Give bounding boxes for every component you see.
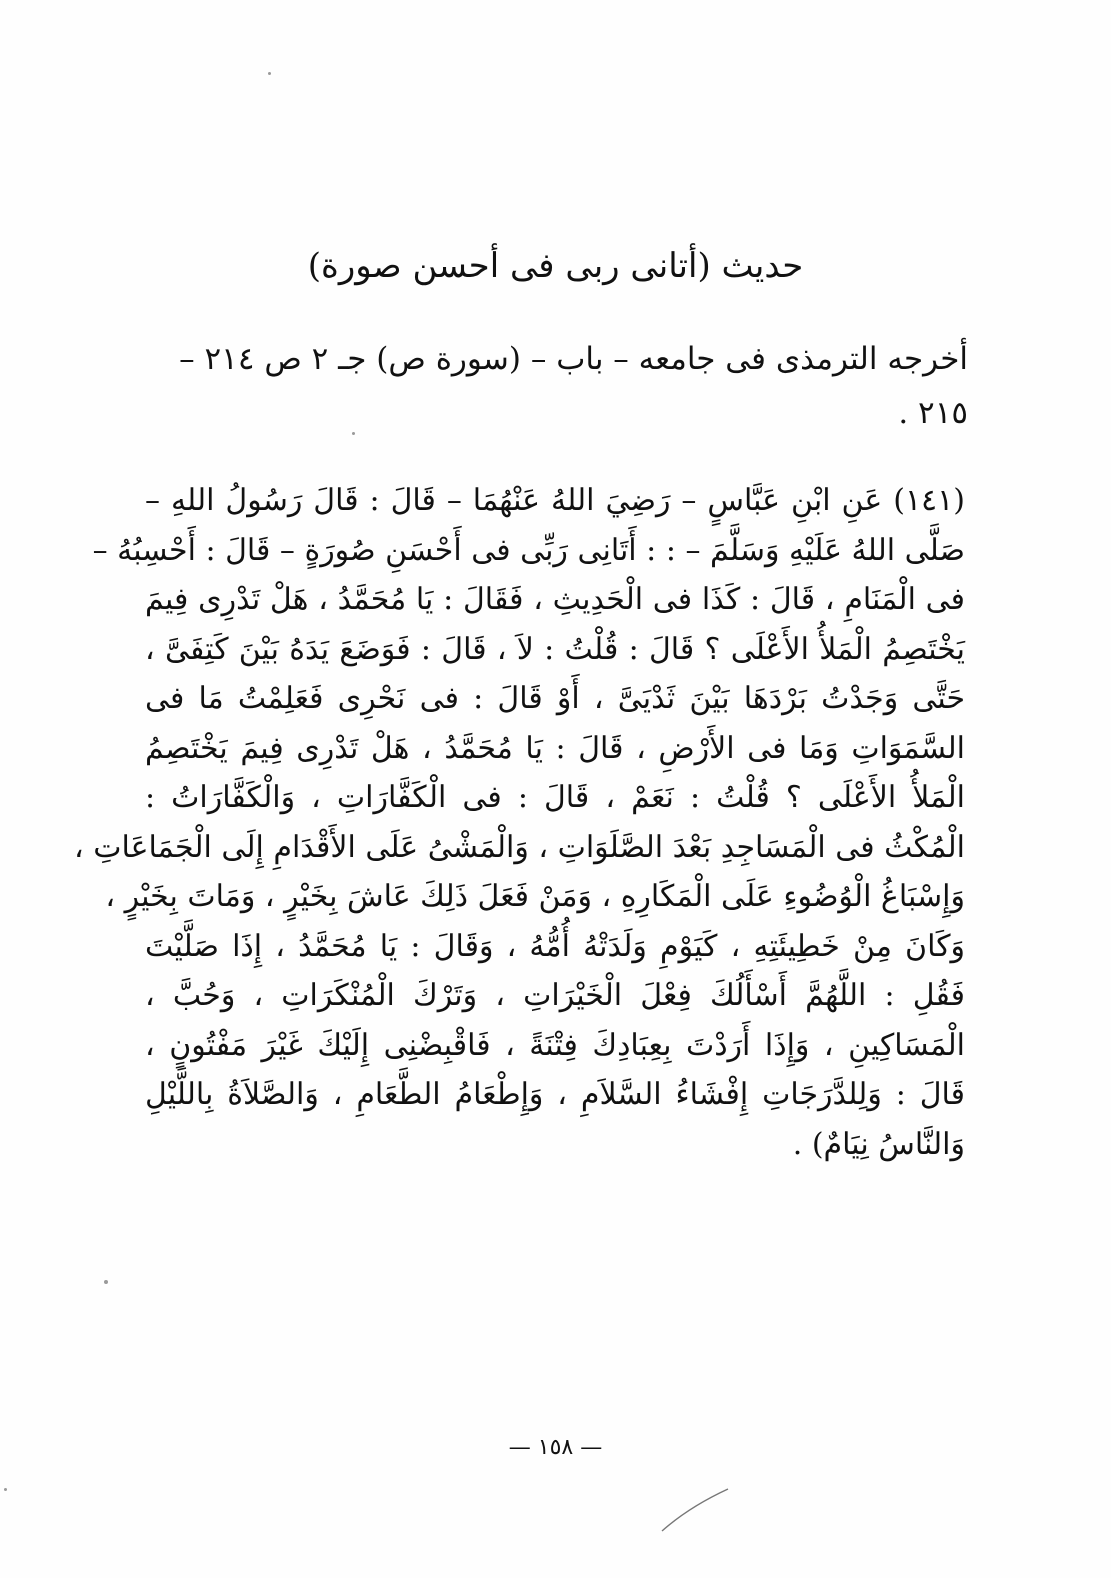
source-reference [160, 332, 968, 440]
hadith-line: فى الْمَنَامِ ، قَالَ : كَذَا فى الْحَدِيثِ ، فَقَالَ : يَا مُحَمَّدُ ، هَلْ تَدْرِى فِيمَ [145, 582, 965, 617]
hadith-line: يَخْتَصِمُ الْمَلأُ الأَعْلَى ؟ قَالَ : قُلْتُ : لاَ ، قَالَ : فَوَضَعَ يَدَهُ بَيْنَ كَتِفَىَّ ، [145, 631, 965, 667]
source-line: أخرجه الترمذى فى جامعه – باب – (سورة ص) جـ ٢ ص ٢١٤ – [179, 341, 968, 377]
source-line: ٢١٥ . [898, 395, 968, 431]
hadith-line: حَتَّى وَجَدْتُ بَرْدَهَا بَيْنَ ثَدْيَىَّ ، أَوْ قَالَ : فى نَحْرِى فَعَلِمْتُ مَا فى [145, 681, 965, 716]
hadith-line: فَقُلِ : اللَّهُمَّ أَسْأَلُكَ فِعْلَ الْخَيْرَاتِ ، وَتَرْكَ الْمُنْكَرَاتِ ، وَحُبَّ ، [145, 978, 965, 1013]
hadith-line: صَلَّى اللهُ عَلَيْهِ وَسَلَّمَ – : : أَتَانِى رَبِّى فى أَحْسَنِ صُورَةٍ – قَالَ : أَحْسِبُهُ – [92, 532, 965, 568]
scan-speck [352, 432, 355, 435]
page-number: — ١٥٨ — [508, 1435, 603, 1460]
hadith-text [74, 476, 965, 1169]
hadith-line: وَإِسْبَاغُ الْوُضُوءِ عَلَى الْمَكَارِهِ ، وَمَنْ فَعَلَ ذَلِكَ عَاشَ بِخَيْرٍ ، وَمَاتَ بِخَيْرٍ ، [105, 879, 965, 914]
pen-stroke-mark [660, 1485, 730, 1535]
hadith-line: الْمَلأُ الأَعْلَى ؟ قُلْتُ : نَعَمْ ، قَالَ : فى الْكَفَّارَاتِ ، وَالْكَفَّارَاتُ : [145, 780, 965, 815]
scan-speck [104, 1280, 108, 1284]
hadith-line: قَالَ : وَلِلدَّرَجَاتِ إِفْشَاءُ السَّلاَمِ ، وَإِطْعَامُ الطَّعَامِ ، وَالصَّلاَةُ بِاللَّيْلِ [145, 1077, 965, 1112]
hadith-line: (١٤١) عَنِ ابْنِ عَبَّاسٍ – رَضِيَ اللهُ عَنْهُمَا – قَالَ : قَالَ رَسُولُ اللهِ – [145, 483, 965, 518]
hadith-line: وَالنَّاسُ نِيَامٌ) . [792, 1126, 965, 1162]
scan-speck [4, 1488, 7, 1491]
hadith-line: وَكَانَ مِنْ خَطِيئَتِهِ ، كَيَوْمِ وَلَدَتْهُ أُمُّهُ ، وَقَالَ : يَا مُحَمَّدُ ، إِذَا صَلَّيْتَ [145, 928, 965, 964]
scan-speck [268, 72, 271, 75]
hadith-line: الْمَسَاكِينِ ، وَإِذَا أَرَدْتَ بِعِبَادِكَ فِتْنَةً ، فَاقْبِضْنِى إِلَيْكَ غَيْرَ مَفْتُونٍ ، [145, 1027, 965, 1063]
hadith-line: السَّمَوَاتِ وَمَا فى الأَرْضِ ، قَالَ : يَا مُحَمَّدُ ، هَلْ تَدْرِى فِيمَ يَخْتَصِمُ [145, 730, 965, 766]
hadith-line: الْمُكْثُ فى الْمَسَاجِدِ بَعْدَ الصَّلَوَاتِ ، وَالْمَشْىُ عَلَى الأَقْدَامِ إِلَى الْجَمَاعَاتِ ، [74, 829, 965, 865]
hadith-title: حديث (أتانى ربى فى أحسن صورة) [307, 246, 804, 286]
